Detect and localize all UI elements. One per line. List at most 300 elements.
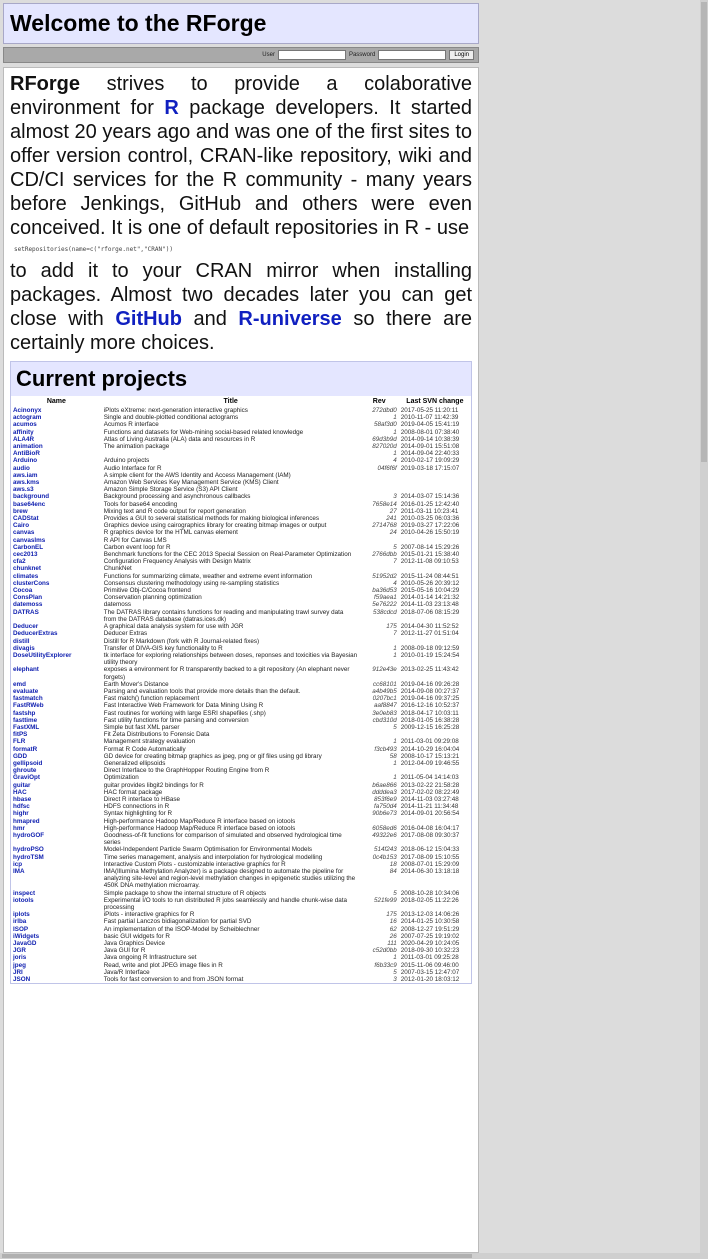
project-rev: 1 [393, 644, 397, 652]
column-header-last-change[interactable]: Last SVN change [406, 398, 464, 405]
project-name-link[interactable]: GraviOpt [13, 774, 40, 782]
table-row [11, 508, 471, 515]
project-rev: 4 [393, 457, 397, 465]
project-rev: b6ae866 [372, 781, 397, 789]
project-name-link[interactable]: canvas [13, 529, 35, 537]
project-last-change: 2012-11-08 09:10:53 [400, 558, 459, 566]
project-name-link[interactable]: icp [13, 860, 23, 868]
project-name-link[interactable]: inspect [13, 889, 36, 897]
project-rev: 4 [393, 579, 397, 587]
project-rev: 5 [393, 968, 397, 976]
project-last-change: 2019-04-16 09:26:28 [400, 680, 460, 688]
project-name-link[interactable]: acumos [13, 421, 37, 429]
project-title: Consensus clustering methodology using re-sampling statistics [103, 579, 280, 587]
project-rev: 5e76222 [372, 601, 397, 609]
project-title: Format R Code Automatically [103, 745, 186, 753]
project-last-change: 2012-04-09 19:46:55 [400, 759, 460, 767]
project-last-change: 2014-11-03 23:13:48 [400, 601, 459, 609]
project-name-link[interactable]: gellipsoid [13, 759, 43, 767]
project-rev: 49322e6 [372, 831, 397, 839]
project-title: A graphical data analysis system for use with JGR [103, 623, 244, 631]
vertical-scrollbar[interactable] [700, 0, 708, 1259]
project-title: GD device for creating bitmap graphics as jpeg, png or gif files using gd library [103, 752, 322, 760]
project-title: Fast match() function replacement [103, 695, 200, 703]
table-row [11, 429, 471, 436]
project-title: Graphics device using cairographics library for creating bitmap images or output [103, 522, 327, 530]
project-last-change: 2014-10-29 16:04:04 [400, 745, 460, 753]
table-row [11, 436, 471, 443]
project-title: Functions and datasets for Web-mining social-based related knowledge [103, 428, 304, 436]
project-last-change: 2014-09-14 10:38:39 [400, 435, 460, 443]
table-row [11, 601, 471, 608]
project-title: Simple but fast XML parser [103, 723, 180, 731]
table-row [11, 638, 471, 645]
column-header-name[interactable]: Name [46, 398, 66, 405]
login-bar [3, 47, 479, 63]
user-label: User [262, 52, 275, 58]
project-name-link[interactable]: GDD [13, 752, 27, 760]
table-row [11, 645, 471, 652]
table-row [11, 846, 471, 853]
table-row [11, 854, 471, 861]
project-last-change: 2019-03-18 17:15:07 [400, 464, 460, 472]
project-rev: cc68101 [372, 680, 397, 688]
project-last-change: 2017-05-25 11:20:11 [400, 407, 459, 414]
r-link[interactable]: R [164, 97, 179, 119]
project-title: ChunkNet [103, 565, 132, 573]
project-name-link[interactable]: hdfsc [13, 803, 30, 811]
table-row [11, 969, 471, 976]
project-name-link[interactable]: clusterCons [13, 579, 50, 587]
project-title: HAC format package [103, 788, 163, 796]
project-last-change: 2013-12-03 14:06:26 [400, 911, 460, 919]
project-rev: 538cdcd [372, 608, 397, 616]
project-name-link[interactable]: fasttime [13, 716, 38, 724]
table-row [11, 522, 471, 529]
main-content [3, 67, 479, 1253]
project-title: R API for Canvas LMS [103, 536, 167, 544]
table-row [11, 551, 471, 558]
table-row [11, 472, 471, 479]
r-universe-link[interactable]: R-universe [238, 308, 342, 330]
project-rev: 51952d2 [372, 572, 397, 580]
project-last-change: 2010-02-17 19:09:29 [400, 457, 460, 465]
project-rev [360, 472, 399, 479]
project-name-link[interactable]: Cairo [13, 522, 30, 530]
project-name-link[interactable]: fitPS [13, 731, 28, 739]
project-name-link[interactable]: actogram [13, 414, 42, 422]
project-title: Management strategy evaluation [103, 738, 196, 746]
project-rev: f6b33c9 [374, 961, 397, 969]
table-row [11, 753, 471, 760]
project-title: Primitive Obj-C/Cocoa frontend [103, 587, 191, 595]
project-name-link[interactable]: joris [13, 954, 27, 962]
table-row [11, 738, 471, 745]
table-row [11, 544, 471, 551]
project-last-change: 2016-01-25 12:42:40 [400, 500, 460, 508]
project-rev: 6058ed6 [372, 824, 397, 832]
project-last-change: 2019-04-05 15:41:19 [400, 421, 460, 429]
project-last-change: 2014-01-25 10:30:58 [400, 918, 460, 926]
project-name-link[interactable]: irlba [13, 918, 27, 926]
project-rev: 27 [389, 507, 397, 515]
project-title: Fast utility functions for time parsing and conversion [103, 716, 249, 724]
table-header-row [11, 396, 471, 407]
project-rev: 0207bc1 [372, 695, 397, 703]
table-row [11, 479, 471, 486]
project-last-change: 2016-12-16 10:52:37 [400, 702, 460, 710]
project-name-link[interactable]: FLR [13, 738, 26, 746]
project-title: The animation package [103, 443, 170, 451]
project-name-link[interactable]: JGR [13, 947, 26, 955]
project-name-link[interactable]: Cocoa [13, 587, 33, 595]
project-name-link[interactable]: ISOP [13, 925, 29, 933]
project-title: Configuration Frequency Analysis with Design Matrix [103, 558, 251, 566]
project-rev [360, 638, 399, 645]
project-title: tk interface for exploring relationships between doses, reponses and toxicities via Bayesian utility theory [103, 651, 358, 667]
vertical-scroll-thumb[interactable] [701, 2, 707, 462]
table-row [11, 767, 471, 774]
table-row [11, 501, 471, 508]
table-row [11, 702, 471, 709]
table-row [11, 976, 471, 983]
table-row [11, 926, 471, 933]
project-name-link[interactable]: canvaslms [13, 536, 46, 544]
project-name-link[interactable]: jpeg [13, 961, 26, 969]
project-name-link[interactable]: distill [13, 637, 30, 645]
project-rev: 175 [386, 911, 397, 919]
project-rev: ba36d53 [372, 587, 397, 595]
project-name-link[interactable]: CADStat [13, 515, 39, 523]
intro-text: strives to provide a colaborative environment for [10, 73, 472, 119]
project-rev: 7 [393, 558, 397, 566]
column-header-rev[interactable]: Rev [372, 398, 386, 405]
project-rev: 69d3b9d [372, 435, 397, 443]
project-last-change: 2019-03-27 17:22:06 [400, 522, 460, 530]
project-last-change: 2010-11-07 11:42:39 [400, 414, 459, 422]
password-label: Password [348, 52, 376, 58]
project-last-change: 2014-04-30 11:52:52 [400, 623, 459, 631]
project-name-link[interactable]: Deducer [13, 623, 39, 631]
project-name-link[interactable]: guitar [13, 781, 31, 789]
project-title: Fast partial Lanczos bidiagonalization for partial SVD [103, 918, 252, 926]
project-rev: 5 [393, 889, 397, 897]
project-last-change: 2018-07-06 08:15:29 [400, 608, 460, 616]
table-row [11, 911, 471, 918]
project-title: Java Graphics Device [103, 940, 165, 948]
project-last-change [399, 479, 471, 486]
project-title: Fast routines for working with large ESRI shapefiles (.shp) [103, 709, 266, 717]
project-title: Goodness-of-fit functions for comparison of simulated and observed hydrological time series [103, 831, 342, 847]
project-rev: f3cb493 [374, 745, 397, 753]
project-name-link[interactable]: DATRAS [13, 608, 39, 616]
project-last-change: 2017-08-08 09:30:37 [400, 831, 460, 839]
project-title: Benchmark functions for the CEC 2013 Special Session on Real-Parameter Optimization [103, 551, 352, 559]
intro-text: package developers. It started almost 20 years ago and was one of the first sites to offer version control, CRAN-like repository, wiki and CD/CI services for the R community - many years before Jenkings, GitHub and others were even conceived. It is one of default repositories in R - use [10, 97, 472, 239]
project-name-link[interactable]: aws.s3 [13, 486, 34, 494]
project-name-link[interactable]: ALA4R [13, 435, 34, 443]
project-name-link[interactable]: audio [13, 464, 30, 472]
project-last-change: 2008-07-01 15:29:09 [400, 860, 460, 868]
project-last-change: 2011-03-11 10:23:41 [400, 507, 459, 515]
project-title: Direct R interface to HBase [103, 795, 181, 803]
table-row [11, 486, 471, 493]
project-name-link[interactable]: highr [13, 810, 29, 818]
project-title: Simple package to show the internal structure of R objects [103, 889, 267, 897]
table-row [11, 868, 471, 890]
project-last-change: 2017-02-02 08:22:49 [400, 788, 460, 796]
project-title: datemoss [103, 601, 132, 609]
project-last-change: 2008-10-17 15:13:21 [400, 752, 460, 760]
project-name-link[interactable]: evaluate [13, 687, 39, 695]
table-row [11, 832, 471, 846]
project-rev: 3e0eb83 [372, 709, 397, 717]
project-name-link[interactable]: aws.iam [13, 471, 38, 479]
project-last-change [399, 818, 471, 825]
project-name-link[interactable]: cfa2 [13, 558, 26, 566]
table-row [11, 818, 471, 825]
project-title: High-performance Hadoop Map/Reduce R interface based on iotools [103, 817, 296, 825]
table-row [11, 782, 471, 789]
column-header-title[interactable]: Title [223, 398, 238, 405]
project-name-link[interactable]: formatR [13, 745, 38, 753]
project-name-link[interactable]: JRI [13, 968, 23, 976]
project-rev: 175 [386, 623, 397, 631]
project-rev: 84 [389, 868, 397, 875]
project-rev: 62 [389, 925, 397, 933]
project-name-link[interactable]: AntiBioR [13, 450, 40, 458]
table-row [11, 414, 471, 421]
project-last-change: 2018-02-05 11:22:26 [400, 896, 459, 904]
project-name-link[interactable]: emd [13, 680, 26, 688]
project-name-link[interactable]: hbase [13, 795, 32, 803]
project-rev: 0c4b153 [372, 853, 397, 861]
project-rev: 3 [393, 976, 397, 984]
project-rev: ddddea3 [372, 788, 397, 796]
project-name-link[interactable]: brew [13, 507, 28, 515]
project-last-change [399, 472, 471, 479]
project-last-change: 2010-01-19 15:24:54 [400, 651, 460, 659]
project-last-change: 2013-02-22 21:58:28 [400, 781, 460, 789]
project-name-link[interactable]: CarbonEL [13, 543, 44, 551]
project-rev: 241 [386, 515, 397, 523]
project-name-link[interactable]: fastmatch [13, 695, 43, 703]
project-rev [360, 537, 399, 544]
project-name-link[interactable]: datemoss [13, 601, 43, 609]
project-name-link[interactable]: IMA [13, 868, 25, 875]
project-last-change: 2016-04-08 16:04:17 [400, 824, 460, 832]
project-title: iPlots eXtreme: next-generation interactive graphics [103, 407, 248, 414]
table-row [11, 465, 471, 472]
project-title: Fast Interactive Web Framework for Data Mining Using R [103, 702, 264, 710]
project-last-change: 2015-01-21 15:38:40 [400, 551, 460, 559]
horizontal-scrollbar[interactable] [0, 1253, 708, 1259]
project-title: Functions for summarizing climate, weather and extreme event information [103, 572, 312, 580]
project-rev: 7 [393, 630, 397, 638]
project-rev: aaf8847 [374, 702, 397, 710]
project-title: Time series management, analysis and interpolation for hydrological modelling [103, 853, 323, 861]
project-title: Earth Mover's Distance [103, 680, 169, 688]
project-name-link[interactable]: elephant [13, 666, 39, 674]
project-name-link[interactable]: ConsPlan [13, 594, 43, 602]
project-last-change: 2012-11-27 01:51:04 [400, 630, 459, 638]
project-title: Atlas of Living Australia (ALA) data and resources in R [103, 435, 256, 443]
user-input[interactable] [278, 50, 346, 60]
project-name-link[interactable]: DeducerExtras [13, 630, 58, 638]
project-title: Java/R Interface [103, 968, 150, 976]
project-name-link[interactable]: base64enc [13, 500, 46, 508]
table-row [11, 609, 471, 623]
project-last-change: 2014-06-30 13:18:18 [400, 868, 460, 875]
project-last-change: 2014-11-21 11:34:48 [400, 803, 459, 811]
project-title: Conservation planning optimization [103, 594, 202, 602]
project-title: Deducer Extras [103, 630, 148, 638]
intro-text: so there are certainly more choices. [10, 308, 473, 354]
project-name-link[interactable]: hmapred [13, 817, 40, 825]
project-rev: a4b49b5 [372, 687, 397, 695]
project-title: High-performance Hadoop Map/Reduce R interface based on iotools [103, 824, 296, 832]
project-name-link[interactable]: Acinonyx [13, 407, 42, 414]
project-title [102, 450, 360, 457]
project-name-link[interactable]: FastRWeb [13, 702, 44, 710]
project-last-change [399, 638, 471, 645]
project-title: iPlots - interactive graphics for R [103, 911, 195, 919]
project-name-link[interactable]: JSON [13, 976, 31, 984]
table-row [11, 587, 471, 594]
project-name-link[interactable]: Arduino [13, 457, 38, 465]
project-rev: 912e43e [372, 666, 397, 674]
project-title: Java ongoing R Infrastructure set [103, 954, 197, 962]
project-rev: 5 [393, 723, 397, 731]
project-name-link[interactable]: divagis [13, 644, 35, 652]
project-last-change: 2008-12-27 19:51:29 [400, 925, 460, 933]
table-row [11, 810, 471, 817]
table-row [11, 623, 471, 630]
project-title: HDFS connections in R [103, 803, 170, 811]
intro-text: to add it to your CRAN mirror when installing packages. Almost two decades later you can get close with [10, 260, 472, 330]
project-name-link[interactable]: aws.kms [13, 479, 40, 487]
project-name-link[interactable]: hydroTSM [13, 853, 44, 861]
project-last-change: 2018-06-12 15:04:33 [400, 846, 460, 854]
project-name-link[interactable]: cec2013 [13, 551, 38, 559]
project-rev [360, 565, 399, 572]
project-name-link[interactable]: background [13, 493, 50, 501]
project-title: Direct Interface to the GraphHopper Routing Engine from R [103, 767, 270, 775]
table-row [11, 443, 471, 450]
project-name-link[interactable]: affinity [13, 428, 34, 436]
project-title: The DATRAS library contains functions for reading and manipulating trawl survey data from the DATRAS database (datras.ices.dk) [103, 608, 344, 623]
table-row [11, 537, 471, 544]
page [3, 3, 479, 1253]
table-row [11, 717, 471, 724]
project-rev: 58 [389, 752, 397, 760]
project-rev: 1 [393, 450, 397, 458]
project-name-link[interactable]: iotools [13, 896, 34, 904]
password-input[interactable] [378, 50, 446, 60]
table-row [11, 890, 471, 897]
project-name-link[interactable]: fastshp [13, 709, 36, 717]
project-name-link[interactable]: climates [13, 572, 39, 580]
project-last-change: 2010-04-26 15:50:19 [400, 529, 460, 537]
project-last-change: 2017-08-09 15:10:55 [400, 853, 460, 861]
project-name-link[interactable]: JavaGD [13, 940, 37, 948]
project-last-change: 2014-09-04 22:40:33 [400, 450, 460, 458]
horizontal-scroll-thumb[interactable] [2, 1254, 472, 1258]
project-name-link[interactable]: animation [13, 443, 43, 451]
project-last-change: 2008-10-28 10:34:06 [400, 889, 460, 897]
project-last-change: 2010-05-26 20:39:12 [400, 579, 460, 587]
project-title: A simple client for the AWS Identity and Access Management (IAM) [103, 471, 291, 479]
project-last-change: 2018-01-05 16:38:28 [400, 716, 460, 724]
table-row [11, 558, 471, 565]
project-title: exposes a environment for R transparently backed to a git repository (An elephant never forgets) [103, 666, 350, 681]
table-row [11, 580, 471, 587]
project-rev: 853f6e9 [374, 795, 397, 803]
project-name-link[interactable]: HAC [13, 788, 27, 796]
project-name-link[interactable]: FastXML [13, 723, 40, 731]
project-name-link[interactable]: hydroPSO [13, 846, 44, 854]
brand-name: RForge [10, 73, 80, 95]
page-title: Welcome to the RForge [10, 10, 267, 36]
project-last-change: 2011-05-04 14:14:03 [400, 774, 459, 782]
project-rev: f59aea1 [374, 594, 397, 602]
project-rev: 1 [393, 774, 397, 782]
project-title: Tools for fast conversion to and from JSON format [103, 976, 244, 984]
project-title: Distill for R Markdown (fork with R Journal-related fixes) [103, 637, 260, 645]
project-name-link[interactable]: hmr [13, 824, 25, 832]
project-rev [360, 818, 399, 825]
project-name-link[interactable]: chunknet [13, 565, 41, 573]
project-last-change: 2007-03-15 12:47:07 [400, 968, 460, 976]
table-row [11, 789, 471, 796]
project-title: Audio Interface for R [103, 464, 162, 472]
project-rev: 3 [393, 493, 397, 501]
login-button[interactable]: Login [449, 50, 474, 60]
project-last-change: 2014-09-08 00:27:37 [400, 687, 460, 695]
table-row [11, 515, 471, 522]
project-name-link[interactable]: iWidgets [13, 932, 40, 940]
table-row [11, 746, 471, 753]
project-title: Generalized ellipsoids [103, 759, 166, 767]
project-rev: 18 [389, 860, 397, 868]
github-link[interactable]: GitHub [115, 308, 182, 330]
project-name-link[interactable]: DoseUtilityExplorer [13, 651, 72, 659]
intro-paragraph-1 [10, 72, 472, 240]
project-rev: 1 [393, 738, 397, 746]
project-rev: 521fe99 [374, 896, 397, 904]
project-last-change: 2014-01-14 14:21:32 [400, 594, 460, 602]
table-row [11, 724, 471, 731]
project-title: Model-Independent Particle Swarm Optimisation for Environmental Models [103, 846, 312, 854]
project-name-link[interactable]: ghroute [13, 767, 37, 775]
project-title: IMA(Illumina Methylation Analyzer) is a package designed to automate the pipeline for analyzing site-level and region-level methylation changes in epigenetic studies utilizing the 450K DNA methylation microarray. [103, 868, 356, 890]
project-title: Transfer of DIVA-GIS key functionality to R [103, 644, 223, 652]
project-last-change: 2014-11-03 03:27:48 [400, 795, 459, 803]
project-last-change: 2013-02-25 11:43:42 [400, 666, 459, 674]
table-row [11, 760, 471, 767]
table-row [11, 457, 471, 464]
project-rev: 58af3d0 [374, 421, 397, 429]
project-name-link[interactable]: iplots [13, 911, 30, 919]
project-title: Amazon Simple Storage Service (S3) API Client [103, 486, 238, 494]
project-last-change: 2014-09-01 15:51:08 [400, 443, 460, 451]
table-row [11, 529, 471, 536]
projects-heading: Current projects [11, 362, 471, 396]
project-name-link[interactable]: hydroGOF [13, 831, 45, 839]
project-last-change: 2008-08-01 07:38:40 [400, 428, 460, 436]
table-row [11, 940, 471, 947]
project-last-change: 2018-09-30 10:32:23 [400, 947, 460, 955]
